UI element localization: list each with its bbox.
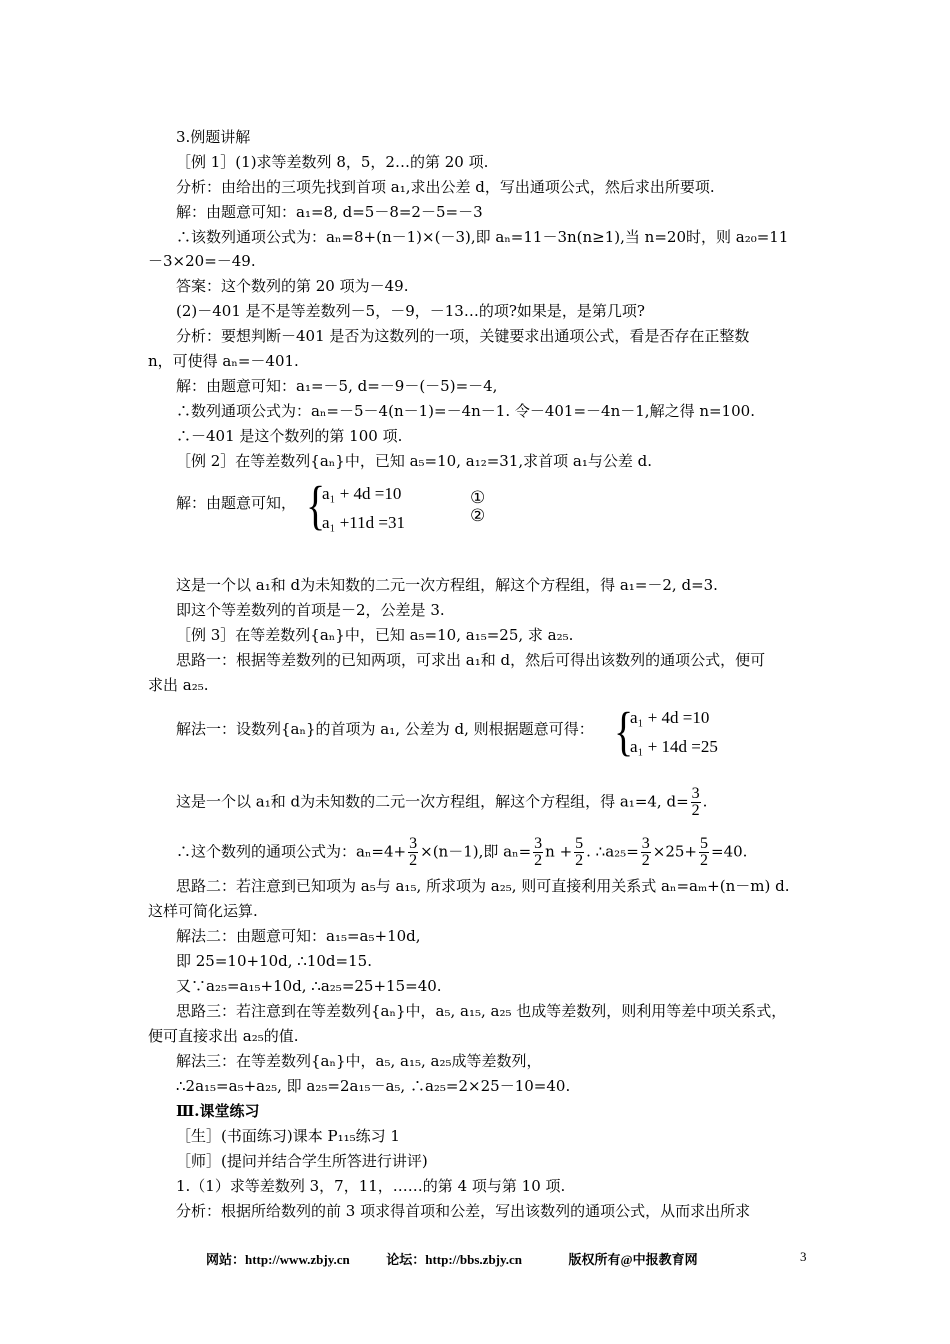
footer [206, 1249, 698, 1268]
practice-teacher: ［师］(提问并结合学生所答进行讲评) [176, 1152, 428, 1170]
footer-forum[interactable]: 论坛：http://bbs.zbjy.cn [386, 1252, 523, 1267]
fraction-numerator: 5 [575, 835, 584, 852]
example-3-method-3: 解法三：在等差数列{aₙ}中，a₅, a₁₅, a₂₅成等差数列， [176, 1052, 542, 1070]
fraction-numerator: 3 [409, 835, 418, 852]
page-number: 3 [800, 1249, 807, 1264]
example-1-title: ［例 1］(1)求等差数列 8，5，2…的第 20 项. [176, 153, 489, 171]
example-3-idea-1-cont: 求出 a₂₅. [148, 676, 209, 694]
equation-4: a₁ + 14d =25 [630, 737, 718, 756]
example-2-result-cont: 即这个等差数列的首项是－2，公差是 3. [176, 601, 445, 619]
fraction-numerator: 3 [641, 835, 650, 852]
fraction-denominator: 2 [700, 852, 708, 869]
example-3-method-1: 解法一：设数列{aₙ}的首项为 a₁, 公差为 d, 则根据题意可得： [176, 720, 594, 738]
equation-marker-2: ② [470, 506, 486, 525]
example-3-method-3-b: ∴2a₁₅=a₅+a₂₅, 即 a₂₅=2a₁₅－a₅, ∴a₂₅=2×25－10=40. [176, 1077, 571, 1095]
example-1b-title: (2)－401 是不是等差数列－5，－9，－13…的项?如果是，是第几项? [176, 302, 645, 320]
footer-copyright: 版权所有@中报教育网 [568, 1252, 698, 1267]
fraction-three-halves [691, 786, 701, 819]
example-1b-solution: 解：由题意可知：a₁=－5, d=－9－(－5)=－4, [176, 377, 498, 395]
system-brace-2: { [614, 700, 634, 762]
formula-part: ×25+ [652, 842, 697, 861]
equation-2: a₁ +11d =31 [322, 513, 406, 532]
fraction-denominator: 2 [641, 852, 650, 869]
fraction [641, 836, 651, 869]
formula-part: =40. [711, 842, 748, 861]
footer-site[interactable]: 网站：http://www.zbjy.cn [206, 1252, 350, 1267]
system-brace: { [306, 474, 326, 536]
example-1-formula-cont: －3×20=－49. [148, 252, 256, 270]
example-1-answer: 答案：这个数列的第 20 项为－49. [176, 277, 409, 295]
example-1b-analysis: 分析：要想判断－401 是否为这数列的一项，关键要求出通项公式，看是否存在正整数 [176, 327, 750, 345]
example-1b-analysis-cont: n，可使得 aₙ=－401. [148, 352, 299, 370]
fraction [574, 836, 584, 869]
formula-part: ∴这个数列的通项公式为：aₙ=4+ [176, 842, 407, 861]
fraction-denominator: 2 [409, 852, 418, 869]
example-2-title: ［例 2］在等差数列{aₙ}中，已知 a₅=10, a₁₂=31,求首项 a₁与公差 d. [176, 452, 653, 470]
practice-analysis: 分析：根据所给数列的前 3 项求得首项和公差，写出该数列的通项公式，从而求出所求 [176, 1202, 751, 1220]
example-1b-conclusion: ∴－401 是这个数列的第 100 项. [176, 427, 403, 445]
example-3-formula [176, 836, 747, 869]
formula-part: n + [545, 842, 573, 861]
example-3-idea-1: 思路一：根据等差数列的已知两项，可求出 a₁和 d，然后可得出该数列的通项公式，便可 [176, 651, 766, 669]
formula-part: ×(n－1),即 aₙ= [420, 842, 532, 861]
practice-student: ［生］(书面练习)课本 P₁₁₅练习 1 [176, 1127, 400, 1145]
formula-part: . ∴a₂₅= [586, 842, 639, 861]
example-1b-formula: ∴数列通项公式为：aₙ=－5－4(n－1)=－4n－1. 令－401=－4n－1,解之得 n=100. [176, 402, 755, 420]
example-1-solution: 解：由题意可知：a₁=8, d=5－8=2－5=－3 [176, 203, 483, 221]
example-3-result: 这是一个以 a₁和 d为未知数的二元一次方程组，解这个方程组，得 a₁=4, d= $\frac{3}{2}$ . [176, 785, 708, 819]
example-1-analysis: 分析：由给出的三项先找到首项 a₁,求出公差 d，写出通项公式，然后求出所要项. [176, 178, 715, 196]
example-3-idea-2: 思路二：若注意到已知项为 a₅与 a₁₅, 所求项为 a₂₅, 则可直接利用关系式 aₙ=aₘ+(n－m) d. [176, 877, 790, 895]
fraction-denominator: 2 [534, 852, 543, 869]
example-2-solve-label: 解：由题意可知， [176, 494, 297, 512]
equation-3: a₁ + 4d =10 [630, 708, 710, 727]
example-3-method-2: 解法二：由题意可知：a₁₅=a₅+10d, [176, 927, 421, 945]
equation-1: a₁ + 4d =10 [322, 484, 402, 503]
fraction-denominator: 2 [575, 852, 584, 869]
example-3-method-2-c: 又∵a₂₅=a₁₅+10d, ∴a₂₅=25+15=40. [176, 977, 442, 995]
section-heading: 3.例题讲解 [176, 128, 251, 146]
fraction-numerator: 3 [691, 785, 700, 802]
equation-marker-1: ① [470, 488, 486, 507]
fraction [699, 836, 709, 869]
example-3-idea-3-cont: 便可直接求出 a₂₅的值. [148, 1027, 299, 1045]
fraction [408, 836, 418, 869]
example-3-title: ［例 3］在等差数列{aₙ}中，已知 a₅=10, a₁₅=25, 求 a₂₅. [176, 626, 574, 644]
fraction-denominator: 2 [691, 802, 700, 819]
section-3-heading: Ⅲ.课堂练习 [176, 1102, 260, 1120]
practice-question-1: 1.（1）求等差数列 3，7，11，……的第 4 项与第 10 项. [176, 1177, 566, 1195]
result-text: 这是一个以 a₁和 d为未知数的二元一次方程组，解这个方程组，得 a₁=4, d= [176, 792, 689, 811]
fraction [533, 836, 543, 869]
fraction-numerator: 5 [700, 835, 708, 852]
example-1-formula: ∴该数列通项公式为：aₙ=8+(n－1)×(－3),即 aₙ=11－3n(n≥1),当 n=20时，则 a₂₀=11 [176, 228, 789, 246]
fraction-numerator: 3 [534, 835, 543, 852]
example-3-idea-2-cont: 这样可简化运算. [148, 902, 258, 920]
example-2-result: 这是一个以 a₁和 d为未知数的二元一次方程组，解这个方程组，得 a₁=－2, d=3. [176, 576, 718, 594]
example-3-idea-3: 思路三：若注意到在等差数列{aₙ}中，a₅, a₁₅, a₂₅ 也成等差数列，则利用等差中项关系式， [176, 1002, 787, 1020]
example-3-method-2-b: 即 25=10+10d, ∴10d=15. [176, 952, 372, 970]
